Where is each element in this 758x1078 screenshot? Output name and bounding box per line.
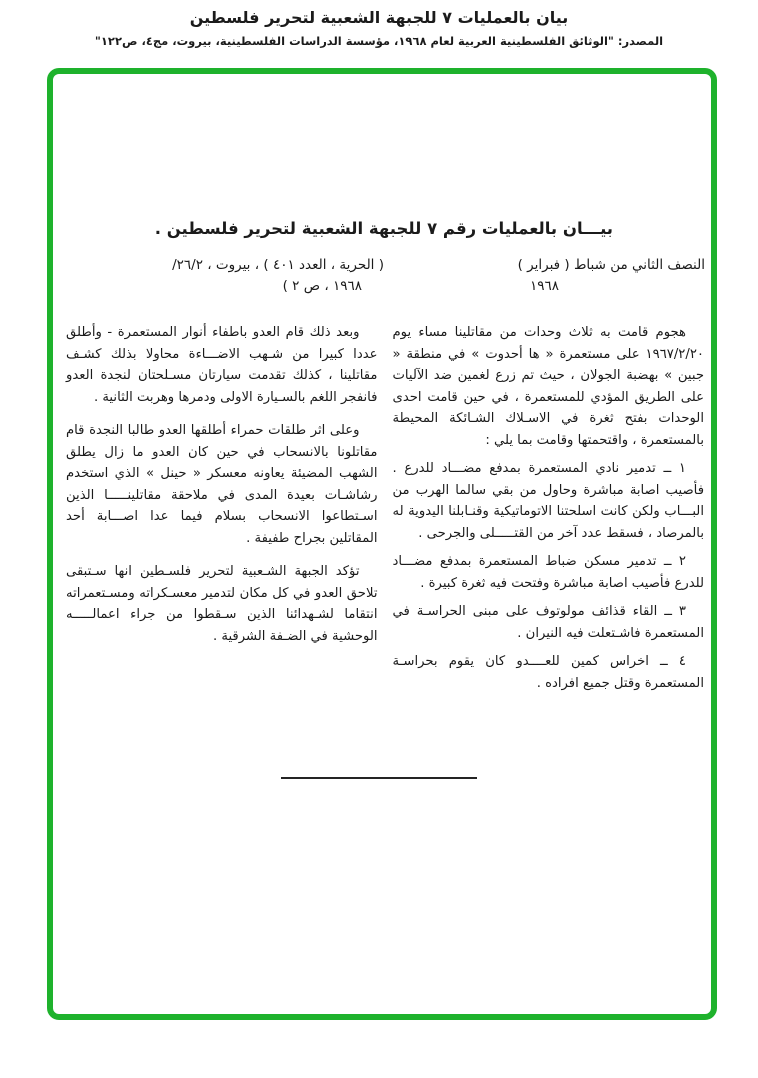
paragraph-item-2: ٢ ــ تدمير مسكن ضباط المستعمرة بمدفع مضـــاد للدرع فأصيب اصابة مباشرة وفتحت فيه ثغرة كبيرة .	[392, 554, 704, 591]
paragraph-closing-statement: تؤكد الجبهة الشـعبية لتحرير فلسـطين انها سـتبقى تلاحق العدو في كل مكان لتدمير معسـكراته ومسـتعمراته انتقاما لشـهدائنا الذين سـقطوا من جراء اعمالـــــه الوحشية في الضـفة الشرقية .	[66, 564, 378, 644]
header-title: بيان بالعمليات ٧ للجبهة الشعبية لتحرير فلسطين	[189, 8, 569, 27]
document-title: بيـــان بالعمليات رقم ٧ للجبهة الشعبية لتحرير فلسطين .	[154, 219, 613, 238]
header-source-citation: المصدر: "الوثائق الفلسطينية العربية لعام ١٩٦٨، مؤسسة الدراسات الفلسطينية، بيروت، مج٤، ص١٢٢"	[94, 34, 664, 48]
dateline-publication-page: ١٩٦٨ ، ص ٢ )	[282, 278, 362, 294]
paragraph-withdrawal: وعلى اثر طلقات حمراء أطلقها العدو طالبا النجدة قام مقاتلونا بالانسحاب في حين كان العدو ما زال يطلق الشهب المضيئة يعاونه معسكر « حينل » الذي استخدم رشاشـات بعيدة المدى في ملاحقة مقاتلينـــــا الذين اسـتطاعوا الانسحاب بسلام فيما عدا اصـــابة أحد المقاتلين بجراح طفيفة .	[66, 423, 378, 546]
document-frame	[47, 68, 717, 1020]
paragraph-item-1: ١ ــ تدمير نادي المستعمرة بمدفع مضـــاد للدرع . فأصيب اصابة مباشرة وحاول من بقي سالما الهرب من البـــاب ولكن كانت اسلحتنا الاتوماتيكية وقنـابلنا اليدوية له بالمرصاد ، فسقط عدد آخر من القتـــــلى والجرحى .	[392, 461, 704, 541]
paragraph-item-3: ٣ ــ القاء قذائف مولوتوف على مبنى الحراسـة في المستعمرة فاشـتعلت فيه النيران .	[392, 604, 704, 641]
dateline-period	[384, 255, 705, 297]
dateline-publication	[63, 255, 384, 297]
dateline-period-year: ١٩٦٨	[529, 278, 559, 294]
paragraph-item-4: ٤ ــ اخراس كمين للعــــدو كان يقوم بحراسـة المستعمرة وقتل جميع افراده .	[392, 654, 704, 691]
column-left	[66, 322, 378, 701]
document-dateline	[63, 255, 705, 297]
page-header	[0, 0, 758, 48]
dateline-period-text: النصف الثاني من شباط ( فبراير )	[517, 257, 705, 273]
dateline-publication-text: ( الحرية ، العدد ٤٠١ ) ، بيروت ، ٢٦/٢/	[172, 257, 384, 273]
paragraph-intro: هجوم قامت به ثلاث وحدات من مقاتلينا مساء يوم ١٩٦٧/٢/٢٠ على مستعمرة « ها أحدوت » في منطقة « جبين » بهضبة الجولان ، حيث تم زرع لغمين ضد الآليات على الطريق المؤدي للمستعمرة ، في حين قامت احدى الوحدات بفتح ثغرة في الاسـلاك الشـائكة المحيطة بالمستعمرة ، واقتحمتها وقامت بما يلي :	[392, 325, 704, 448]
bottom-divider	[281, 777, 477, 779]
document-body	[66, 322, 704, 701]
column-right	[393, 322, 705, 701]
paragraph-enemy-response: وبعد ذلك قام العدو باطفاء أنوار المستعمرة - وأطلق عددا كبيرا من شـهب الاضـــاءة محاولا بذلك كشـف مقاتلينا ، كذلك تقدمت سيارتان مسـلحتان لنجدة العدو فانفجر اللغم بالسـيارة الاولى ودمرها وهربت الثانية .	[66, 325, 378, 405]
